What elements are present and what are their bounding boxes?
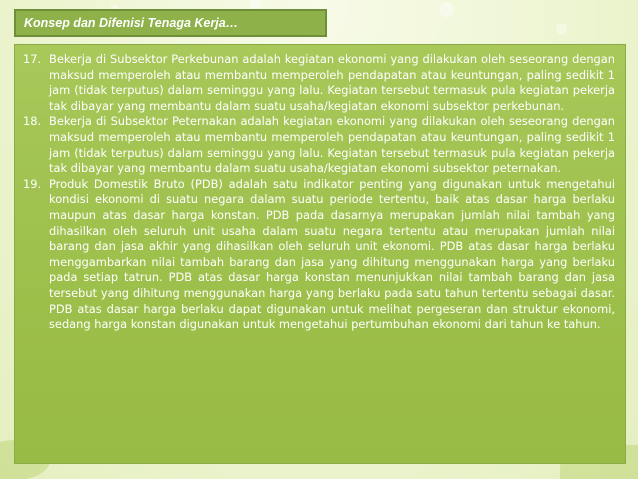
slide-title: Konsep dan Difenisi Tenaga Kerja… [24, 16, 239, 30]
definition-list [23, 52, 615, 333]
list-item [23, 52, 615, 114]
item-number: 17. [23, 52, 42, 66]
list-item [23, 177, 615, 333]
item-text: Produk Domestik Bruto (PDB) adalah satu indikator penting yang digunakan untuk mengetahui kondisi ekonomi di suatu negara dalam suatu periode tertentu, baik atas dasar harga berlaku maupun atas dasar harga konstan. PDB pada dasarnya merupakan jumlah nilai tambah yang dihasilkan oleh seluruh unit usaha dalam suatu negara tertentu atau merupakan jumlah nilai barang dan jasa akhir yang dihasilkan oleh seluruh unit ekonomi. PDB atas dasar harga berlaku menggambarkan nilai tambah barang dan jasa yang dihitung menggunakan harga yang berlaku pada setiap tatrun. PDB atas dasar harga konstan menunjukkan nilai tambah barang dan jasa tersebut yang dihitung menggunakan harga yang berlaku pada satu tahun tertentu sebagai dasar. PDB atas dasar harga berlaku dapat digunakan untuk melihat pergeseran dan struktur ekonomi, sedang harga konstan digunakan untuk mengetahui pertumbuhan ekonomi dari tahun ke tahun. [49, 176, 615, 332]
slide-title-box [14, 9, 327, 37]
item-text: Bekerja di Subsektor Peternakan adalah kegiatan ekonomi yang dilakukan oleh seseorang dengan maksud memperoleh atau membantu memperoleh pendapatan atau keuntungan, paling sedikit 1 jam (tidak terputus) dalam seminggu yang lalu. Kegiatan tersebut termasuk pula kegiatan pekerja tak dibayar yang membantu dalam suatu usaha/kegiatan ekonomi subsektor peternakan. [49, 114, 615, 176]
list-item [23, 114, 615, 176]
item-number: 19. [23, 176, 42, 191]
content-box [14, 44, 626, 464]
item-number: 18. [23, 114, 42, 129]
item-text: Bekerja di Subsektor Perkebunan adalah kegiatan ekonomi yang dilakukan oleh seseorang dengan maksud memperoleh atau membantu memperoleh pendapatan atau keuntungan, paling sedikit 1 jam (tidak terputus) dalam seminggu yang lalu. Kegiatan tersebut termasuk pula kegiatan pekerja tak dibayar yang membantu dalam suatu usaha/kegiatan ekonomi subsektor perkebunan. [49, 52, 615, 113]
